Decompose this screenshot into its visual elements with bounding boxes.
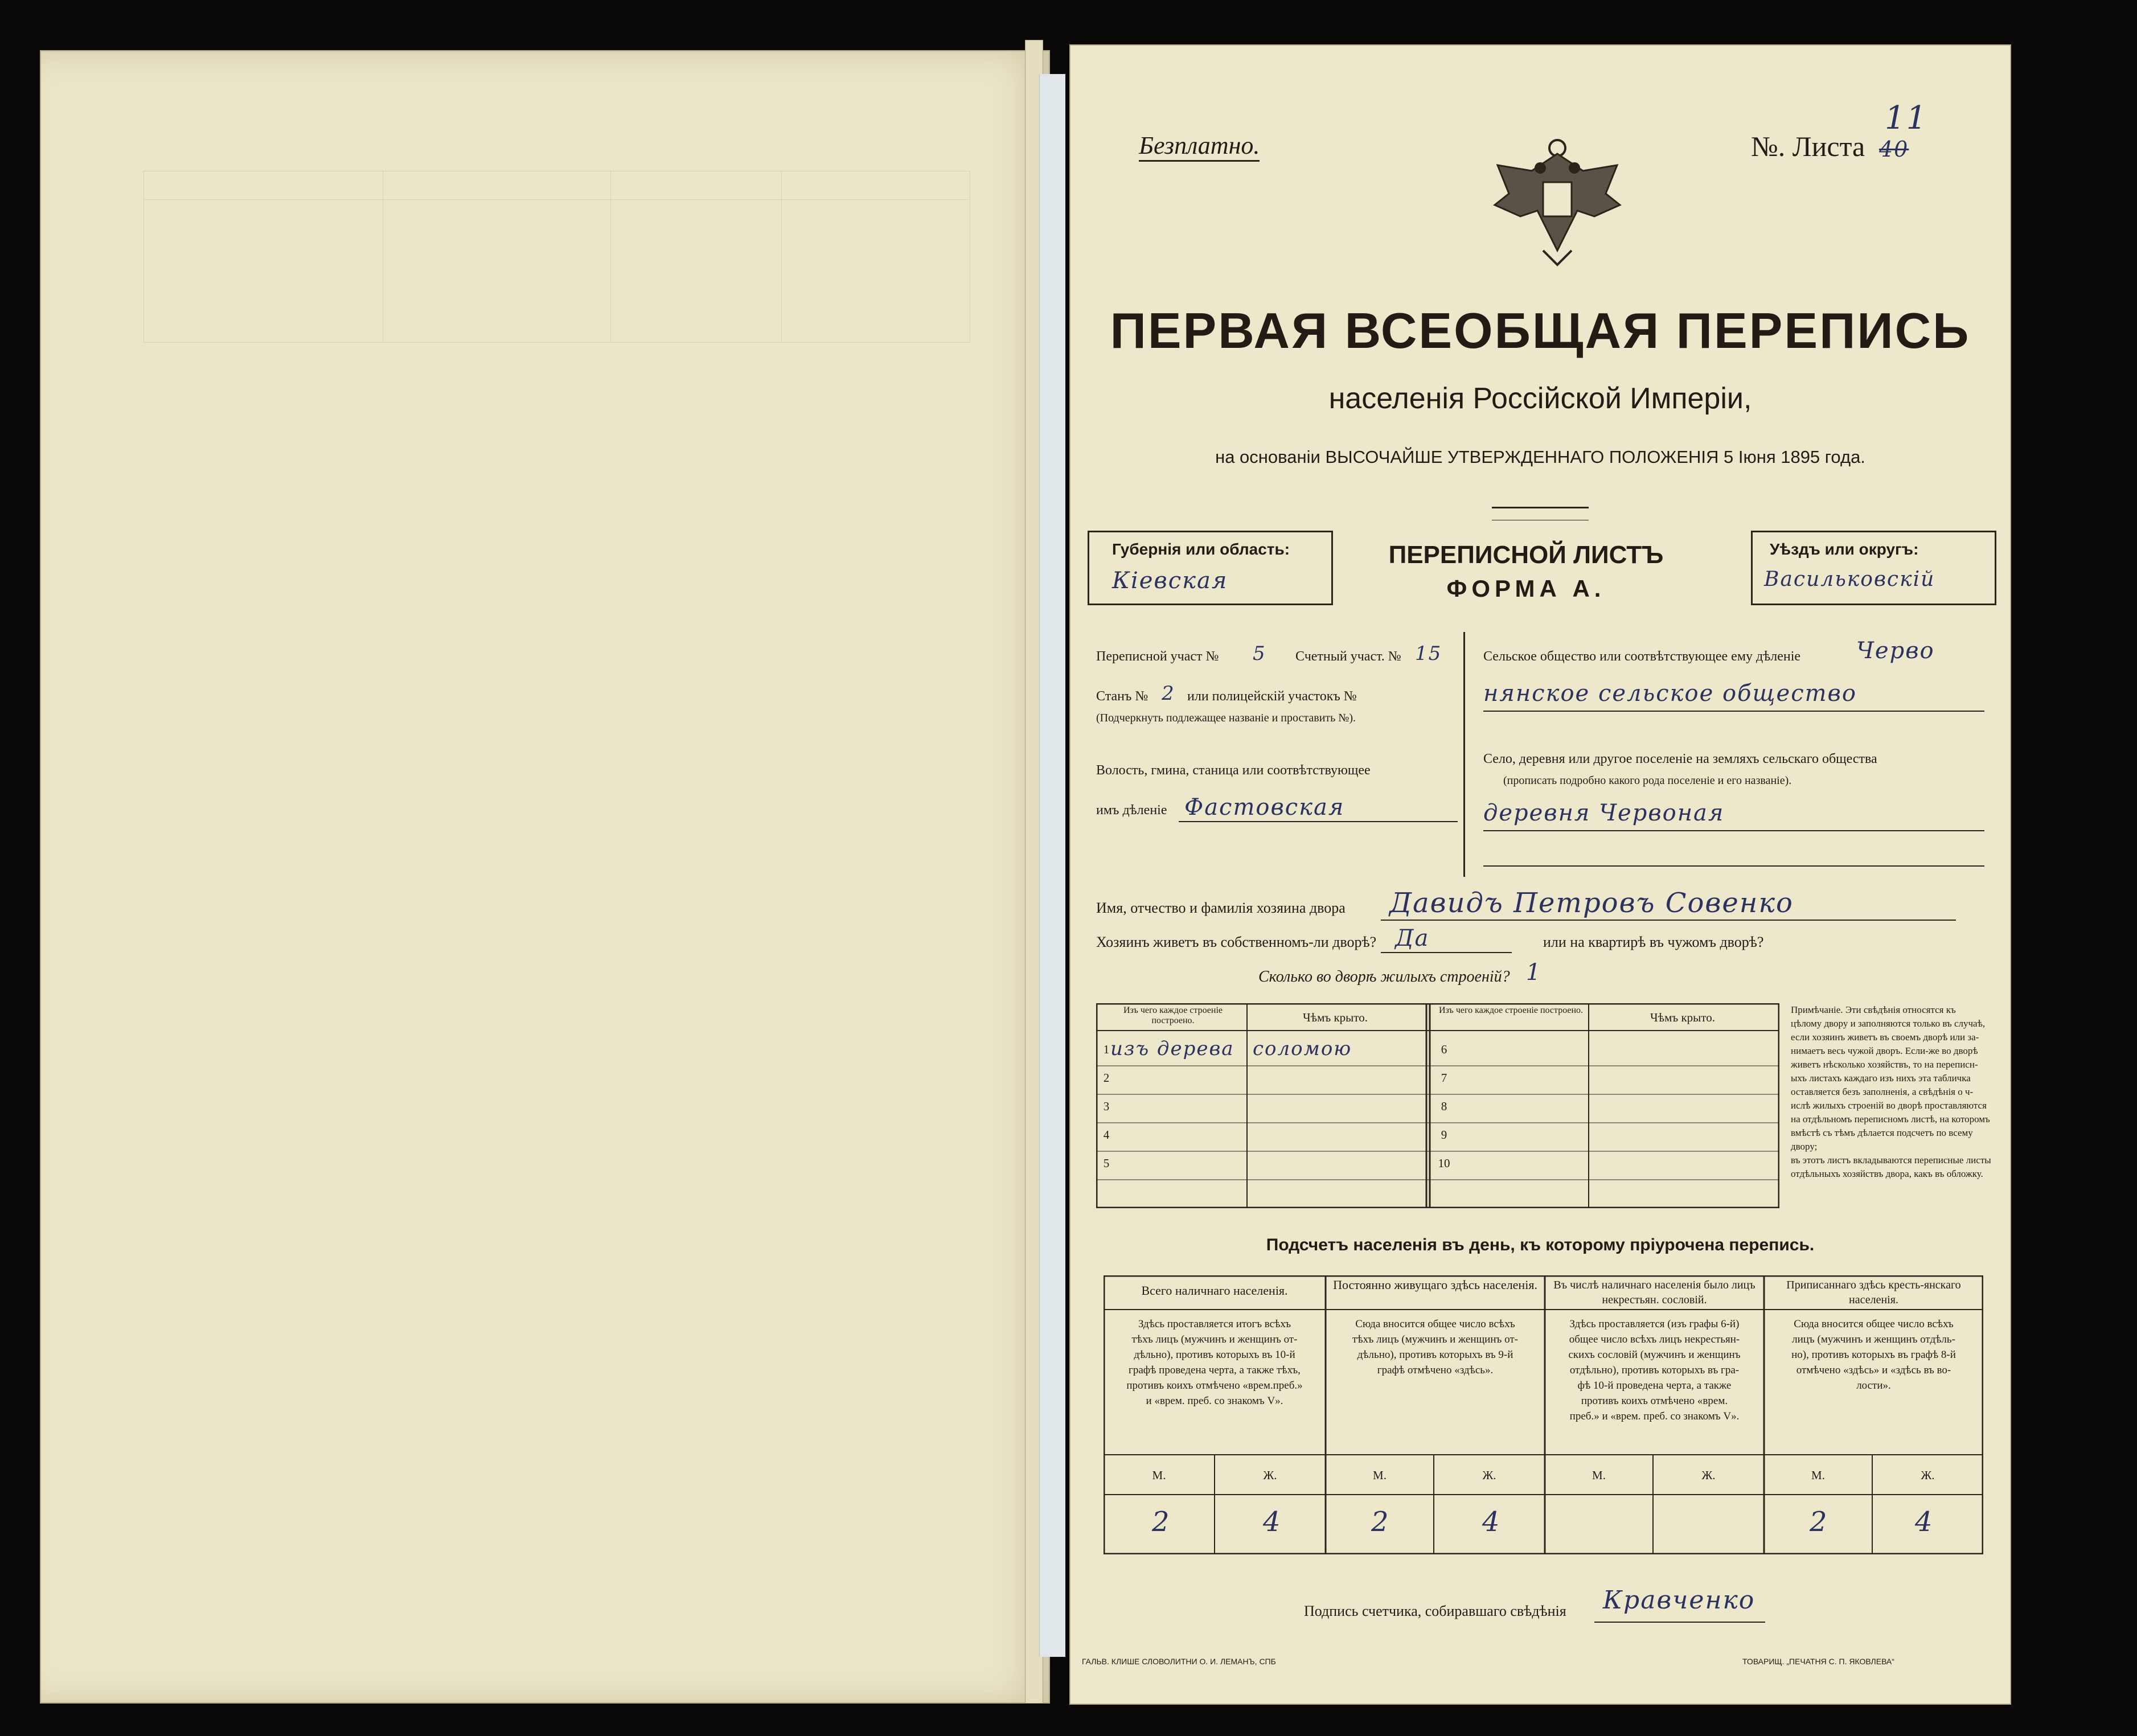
group-desc	[1548, 1316, 1761, 1424]
f-label: Ж.	[1263, 1468, 1277, 1482]
census-main-title: ПЕРВАЯ ВСЕОБЩАЯ ПЕРЕПИСЬ	[1110, 302, 1971, 359]
form-title: ПЕРЕПИСНОЙ ЛИСТЪ	[1388, 541, 1664, 569]
desc-line: лости».	[1856, 1380, 1891, 1392]
bleed-through-line	[781, 171, 782, 342]
stan-label: Станъ №	[1096, 689, 1149, 704]
owner-name-value: Давидъ Петровъ Совенко	[1389, 887, 1794, 919]
volost-label-2: имъ дѣленіе	[1096, 803, 1167, 818]
count-area-label: Счетный участ. №	[1295, 649, 1401, 664]
desc-line: общее число всѣхъ лицъ некрестьян-	[1569, 1333, 1740, 1345]
note-line: ыхъ листахъ каждаго изъ нихъ эта табличка	[1791, 1073, 1971, 1084]
note-line: въ этотъ листъ вкладываются переписные листы	[1791, 1155, 1991, 1165]
volost-label: Волость, гмина, станица или соотвѣтствующее	[1096, 763, 1371, 778]
bleed-through-table	[143, 171, 970, 343]
desc-line: Сюда вносится общее число всѣхъ	[1355, 1318, 1515, 1330]
form-subtitle: ФОРМА А.	[1446, 575, 1606, 602]
row-material: изъ дерева	[1110, 1037, 1234, 1060]
note-line: Примѣчаніе. Эти свѣдѣнія относятся къ	[1791, 1004, 1956, 1015]
desc-line: графѣ отмѣчено «здѣсь».	[1377, 1364, 1494, 1376]
province-value: Кіевская	[1112, 568, 1228, 594]
society-label: Сельское общество или соотвѣтствующее ему дѣленіе	[1483, 649, 1801, 664]
underline	[1483, 830, 1984, 831]
printer-right: ТОВАРИЩ. „ПЕЧАТНЯ С. П. ЯКОВЛЕВА“	[1742, 1657, 1894, 1666]
census-area-value: 5	[1253, 642, 1266, 665]
group-head: Приписаннаго здѣсь кресть-янскаго населенія.	[1786, 1279, 1961, 1306]
desc-line: противъ коихъ отмѣчено «врем.преб.»	[1126, 1380, 1303, 1392]
census-form-page	[1069, 44, 2011, 1705]
free-label: Безплатно.	[1139, 131, 1260, 162]
signature-label: Подпись счетчика, собиравшаго свѣдѣнія	[1304, 1603, 1566, 1619]
population-table	[1104, 1275, 1983, 1554]
row-num: 2	[1103, 1071, 1110, 1085]
m-label: М.	[1373, 1468, 1387, 1482]
desc-line: дѣльно), противъ которыхъ въ 9-й	[1357, 1349, 1513, 1361]
note-block	[1791, 1003, 1996, 1181]
underline	[1179, 821, 1458, 822]
desc-line: противъ коихъ отмѣчено «врем.	[1581, 1395, 1728, 1407]
group-head: Постоянно живущаго здѣсь населенія.	[1333, 1278, 1537, 1292]
desc-line: но), противъ которыхъ въ графѣ 8-й	[1791, 1349, 1956, 1361]
field-divider	[1463, 632, 1465, 877]
census-basis-line: на основаніи ВЫСОЧАЙШЕ УТВЕРЖДЕННАГО ПОЛОЖЕНІЯ 5 Іюня 1895 года.	[1215, 447, 1865, 467]
f-label: Ж.	[1482, 1468, 1496, 1482]
signature-underline	[1594, 1622, 1765, 1623]
value-peasant-f: 4	[1915, 1506, 1934, 1538]
bleed-through-line	[143, 199, 969, 200]
buildings-count-value: 1	[1526, 959, 1542, 986]
desc-line: тѣхъ лицъ (мужчинъ и женщинъ от-	[1131, 1333, 1298, 1345]
desc-line: преб.» и «врем. преб. со знакомъ V».	[1569, 1410, 1740, 1422]
row-roof: соломою	[1253, 1037, 1352, 1060]
note-line: нимаетъ весь чужой дворъ. Если-же во дворѣ	[1791, 1045, 1978, 1056]
value-total-f: 4	[1263, 1506, 1282, 1538]
note-line: живетъ нѣсколько хозяйствъ, то на переписн-	[1791, 1059, 1978, 1070]
printer-left: ГАЛЬВ. КЛИШЕ СЛОВОЛИТНИ О. И. ЛЕМАНЪ, СПБ	[1082, 1657, 1276, 1666]
population-title: Подсчетъ населенія въ день, къ которому пріурочена перепись.	[1266, 1236, 1815, 1254]
imperial-eagle-emblem	[1486, 137, 1629, 268]
blue-insert-strip	[1039, 74, 1065, 1657]
province-label: Губернія или область:	[1112, 540, 1290, 558]
row-num: 1	[1103, 1043, 1110, 1056]
district-box	[1751, 531, 1996, 605]
desc-line: и «врем. преб. со знакомъ V».	[1146, 1395, 1283, 1407]
desc-line: Здѣсь проставляется итогъ всѣхъ	[1138, 1318, 1291, 1330]
signature-value: Кравченко	[1603, 1586, 1755, 1615]
desc-line: графѣ проведена черта, а также тѣхъ,	[1129, 1364, 1301, 1376]
district-value: Васильковскій	[1764, 568, 1935, 591]
group-desc	[1328, 1316, 1542, 1378]
group-head: Всего наличнаго населенія.	[1141, 1283, 1288, 1298]
sheet-number-value: 11	[1885, 100, 1928, 137]
row-num: 10	[1438, 1156, 1450, 1170]
underline	[1381, 952, 1512, 953]
society-value-1: Черво	[1856, 638, 1935, 664]
f-label: Ж.	[1921, 1468, 1935, 1482]
police-label: или полицейскій участокъ №	[1187, 689, 1357, 704]
buildings-table	[1096, 1003, 1779, 1208]
col-roof-left: Чѣмъ крыто.	[1303, 1011, 1368, 1024]
owner-lives-label: Хозяинъ живетъ въ собственномъ-ли дворѣ?	[1096, 934, 1377, 950]
census-area-label: Переписной участ №	[1096, 649, 1219, 664]
group-desc	[1767, 1316, 1980, 1393]
stan-value: 2	[1162, 682, 1175, 705]
underline	[1483, 865, 1984, 867]
note-line: на отдѣльномъ переписномъ листѣ, на которомъ	[1791, 1114, 1990, 1124]
col-material-left: Изъ чего каждое строеніе построено.	[1123, 1006, 1223, 1025]
value-total-m: 2	[1152, 1506, 1171, 1538]
left-blank-page	[40, 50, 1050, 1704]
col-material-right: Изъ чего каждое строеніе построено.	[1438, 1006, 1584, 1015]
village-value: деревня Червоная	[1483, 800, 1725, 826]
society-value-2: нянское сельское общество	[1483, 680, 1857, 707]
row-num: 7	[1441, 1071, 1447, 1085]
volost-value: Фастовская	[1184, 794, 1345, 820]
district-label: Уѣздъ или округъ:	[1770, 540, 1919, 558]
group-desc	[1106, 1316, 1323, 1409]
desc-line: тѣхъ лицъ (мужчинъ и женщинъ от-	[1352, 1333, 1518, 1345]
desc-line: Здѣсь проставляется (изъ графы 6-й)	[1569, 1318, 1740, 1330]
sheet-number-label: №. Листа	[1751, 130, 1865, 162]
col-roof-right: Чѣмъ крыто.	[1650, 1011, 1715, 1024]
m-label: М.	[1592, 1468, 1606, 1482]
desc-line: дѣльно), противъ которыхъ въ 10-й	[1134, 1349, 1295, 1361]
desc-line: скихъ сословій (мужчинъ и женщинъ	[1568, 1349, 1741, 1361]
desc-line: лицъ (мужчинъ и женщинъ отдѣль-	[1792, 1333, 1955, 1345]
value-peasant-m: 2	[1810, 1506, 1828, 1538]
row-num: 6	[1441, 1043, 1447, 1056]
village-note: (прописать подробно какого рода поселеніе и его названіе).	[1503, 774, 1792, 787]
value-permanent-f: 4	[1482, 1506, 1501, 1538]
underline	[1483, 711, 1984, 712]
note-line: оставляется безъ заполненія, а свѣдѣнія о ч-	[1791, 1086, 1974, 1097]
m-label: М.	[1811, 1468, 1825, 1482]
stan-note: (Подчеркнуть подлежащее названіе и проставить №).	[1096, 712, 1356, 724]
note-line: ислѣ жилыхъ строеній во дворѣ проставляются	[1791, 1100, 1987, 1111]
note-line: цѣлому двору и заполняются только въ случаѣ,	[1791, 1018, 1986, 1029]
note-line: если хозяинъ живетъ въ своемъ дворѣ или за-	[1791, 1032, 1979, 1043]
count-area-value: 15	[1415, 642, 1442, 665]
desc-line: Сюда вносится общее число всѣхъ	[1794, 1318, 1954, 1330]
row-num: 5	[1103, 1156, 1110, 1170]
note-line: отдѣльныхъ хозяйствъ двора, какъ въ обложку.	[1791, 1168, 1983, 1179]
note-line: вмѣстѣ съ тѣмъ дѣлается подсчетъ по всему двору;	[1791, 1127, 1973, 1152]
underline	[1381, 920, 1956, 921]
row-num: 4	[1103, 1128, 1110, 1142]
row-num: 8	[1441, 1099, 1447, 1113]
f-label: Ж.	[1701, 1468, 1716, 1482]
desc-line: отмѣчено «здѣсь» и «здѣсь въ во-	[1796, 1364, 1951, 1376]
bleed-through-line	[610, 171, 611, 342]
owner-name-label: Имя, отчество и фамилія хозяина двора	[1096, 900, 1346, 916]
desc-line: фѣ 10-й проведена черта, а также	[1577, 1380, 1732, 1392]
desc-line: отдѣльно), противъ которыхъ въ гра-	[1569, 1364, 1740, 1376]
ornament-divider	[1492, 507, 1589, 520]
sheet-number-crossed: 40	[1879, 137, 1909, 162]
group-head: Въ числѣ наличнаго населенія было лицъ некрестьян. сословій.	[1553, 1279, 1755, 1306]
value-permanent-m: 2	[1371, 1506, 1390, 1538]
row-num: 3	[1103, 1099, 1110, 1113]
buildings-count-label: Сколько во дворѣ жилыхъ строеній?	[1258, 968, 1510, 986]
province-box	[1088, 531, 1333, 605]
owner-apartment-label: или на квартирѣ въ чужомъ дворѣ?	[1543, 934, 1764, 950]
row-num: 9	[1441, 1128, 1447, 1142]
census-subtitle: населенія Россійской Имперіи,	[1328, 382, 1752, 415]
m-label: М.	[1152, 1468, 1166, 1482]
owner-lives-value: Да	[1395, 925, 1430, 951]
village-label: Село, деревня или другое поселеніе на земляхъ сельскаго общества	[1483, 752, 1877, 766]
